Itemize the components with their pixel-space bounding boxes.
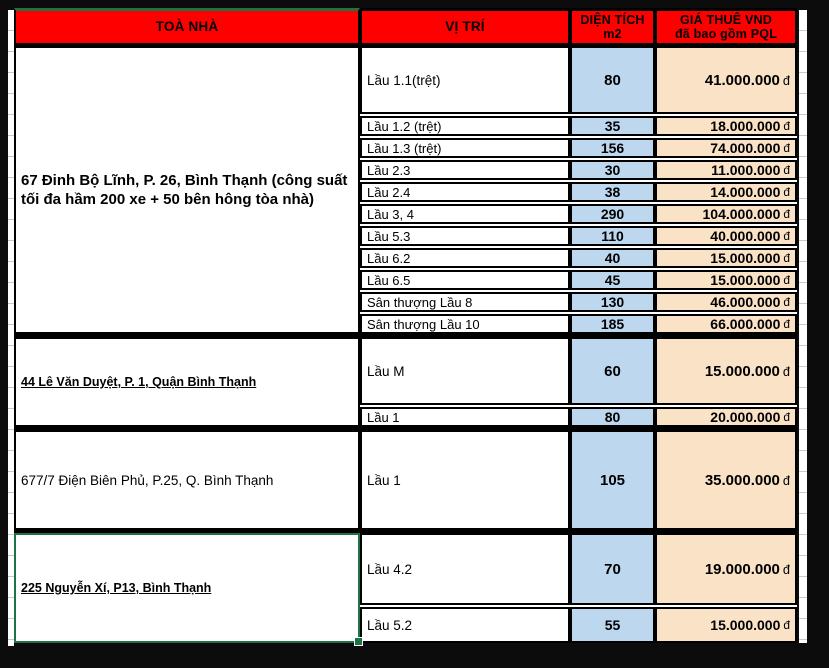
area-cell[interactable]: 110: [570, 226, 655, 246]
area-cell[interactable]: 55: [570, 607, 655, 643]
price-cell[interactable]: [655, 46, 797, 114]
position-cell[interactable]: Lầu 6.5: [360, 270, 570, 290]
header-building-column[interactable]: TOÀ NHÀ: [14, 8, 360, 46]
header-row: [14, 8, 797, 46]
area-cell[interactable]: 40: [570, 248, 655, 268]
price-cell[interactable]: [655, 226, 797, 246]
currency-suffix: đ: [783, 163, 790, 177]
table-row: [360, 46, 797, 114]
price-value: 40.000.000: [710, 228, 781, 244]
position-cell[interactable]: Lầu 1: [360, 430, 570, 530]
currency-suffix: đ: [783, 229, 790, 243]
position-cell[interactable]: Lầu 4.2: [360, 533, 570, 605]
building-name: 67 Đinh Bộ Lĩnh, P. 26, Bình Thạnh (công suất tối đa hầm 200 xe + 50 bên hông tòa nhà): [21, 171, 348, 208]
currency-suffix: đ: [783, 618, 790, 632]
header-area-column[interactable]: [570, 8, 655, 46]
price-value: 74.000.000: [710, 140, 781, 156]
currency-suffix: đ: [782, 72, 790, 88]
selection-fill-handle[interactable]: [354, 637, 363, 646]
price-cell[interactable]: [655, 116, 797, 136]
price-cell[interactable]: [655, 204, 797, 224]
building-cell[interactable]: [14, 533, 360, 643]
table-row: [360, 138, 797, 158]
currency-suffix: đ: [782, 363, 790, 379]
position-cell[interactable]: Lầu 3, 4: [360, 204, 570, 224]
table-row: [360, 204, 797, 224]
table-row: [360, 430, 797, 530]
header-area-line2: m2: [603, 27, 622, 41]
position-cell[interactable]: Lầu 1.2 (trệt): [360, 116, 570, 136]
currency-suffix: đ: [782, 472, 790, 488]
table-row: [360, 292, 797, 312]
area-cell[interactable]: 35: [570, 116, 655, 136]
price-value: 46.000.000: [710, 294, 781, 310]
price-value: 104.000.000: [702, 206, 781, 222]
rows-container: [360, 533, 797, 643]
table-row: [360, 314, 797, 334]
table-row: [360, 407, 797, 427]
price-value: 20.000.000: [710, 409, 781, 425]
currency-suffix: đ: [783, 207, 790, 221]
building-section: [14, 533, 797, 643]
area-cell[interactable]: 156: [570, 138, 655, 158]
position-cell[interactable]: Lầu 1.3 (trệt): [360, 138, 570, 158]
area-cell[interactable]: 70: [570, 533, 655, 605]
table-row: [360, 226, 797, 246]
position-cell[interactable]: Lầu 2.4: [360, 182, 570, 202]
price-cell[interactable]: [655, 248, 797, 268]
building-cell[interactable]: [14, 430, 360, 530]
area-cell[interactable]: 185: [570, 314, 655, 334]
price-cell[interactable]: [655, 430, 797, 530]
position-cell[interactable]: Lầu 5.3: [360, 226, 570, 246]
area-cell[interactable]: 30: [570, 160, 655, 180]
area-cell[interactable]: 45: [570, 270, 655, 290]
table-row: [360, 248, 797, 268]
rows-container: [360, 430, 797, 530]
building-cell[interactable]: [14, 337, 360, 427]
price-cell[interactable]: [655, 314, 797, 334]
position-cell[interactable]: Lầu 1: [360, 407, 570, 427]
building-name: 225 Nguyễn Xí, P13, Bình Thạnh: [21, 581, 212, 595]
building-section: [14, 430, 797, 530]
header-position-column[interactable]: VỊ TRÍ: [360, 8, 570, 46]
price-value: 41.000.000: [704, 71, 780, 89]
building-name: 44 Lê Văn Duyệt, P. 1, Quận Bình Thạnh: [21, 375, 257, 389]
area-cell[interactable]: 80: [570, 46, 655, 114]
position-cell[interactable]: Lầu 5.2: [360, 607, 570, 643]
currency-suffix: đ: [783, 119, 790, 133]
currency-suffix: đ: [783, 273, 790, 287]
price-value: 15.000.000: [710, 250, 781, 266]
table-row: [360, 533, 797, 605]
position-cell[interactable]: Lầu 1.1(trệt): [360, 46, 570, 114]
currency-suffix: đ: [783, 410, 790, 424]
currency-suffix: đ: [783, 251, 790, 265]
table-row: [360, 160, 797, 180]
header-area-line1: DIỆN TÍCH: [580, 12, 645, 27]
price-value: 14.000.000: [710, 184, 781, 200]
price-value: 15.000.000: [704, 362, 780, 380]
table-body: [14, 46, 797, 643]
header-price-column[interactable]: [655, 8, 797, 46]
price-cell[interactable]: [655, 607, 797, 643]
area-cell[interactable]: 80: [570, 407, 655, 427]
position-cell[interactable]: Lầu 6.2: [360, 248, 570, 268]
area-cell[interactable]: 130: [570, 292, 655, 312]
table-row: [360, 337, 797, 405]
price-cell[interactable]: [655, 270, 797, 290]
currency-suffix: đ: [783, 185, 790, 199]
price-cell[interactable]: [655, 533, 797, 605]
price-cell[interactable]: [655, 292, 797, 312]
price-value: 66.000.000: [710, 316, 781, 332]
price-value: 15.000.000: [710, 272, 781, 288]
rows-container: [360, 46, 797, 334]
price-value: 15.000.000: [710, 617, 781, 633]
price-cell[interactable]: [655, 407, 797, 427]
rent-price-table: [14, 8, 797, 643]
table-row: [360, 182, 797, 202]
position-cell[interactable]: Lầu 2.3: [360, 160, 570, 180]
building-section: [14, 337, 797, 427]
excel-grid-sliver-right: [799, 10, 807, 643]
currency-suffix: đ: [783, 317, 790, 331]
rows-container: [360, 337, 797, 427]
table-row: [360, 116, 797, 136]
currency-suffix: đ: [783, 141, 790, 155]
table-row: [360, 607, 797, 643]
header-price-line2: đã bao gồm PQL: [674, 27, 778, 41]
price-value: 11.000.000: [711, 162, 781, 178]
area-cell[interactable]: 38: [570, 182, 655, 202]
price-cell[interactable]: [655, 182, 797, 202]
table-row: [360, 270, 797, 290]
currency-suffix: đ: [782, 561, 790, 577]
building-section: [14, 46, 797, 334]
header-price-line1: GIÁ THUÊ VND: [680, 12, 772, 27]
position-cell[interactable]: Lầu M: [360, 337, 570, 405]
area-cell[interactable]: 290: [570, 204, 655, 224]
building-cell[interactable]: [14, 46, 360, 334]
price-cell[interactable]: [655, 337, 797, 405]
position-cell[interactable]: Sân thượng Lầu 10: [360, 314, 570, 334]
price-cell[interactable]: [655, 138, 797, 158]
price-value: 19.000.000: [704, 560, 780, 578]
building-name: 677/7 Điện Biên Phủ, P.25, Q. Bình Thạnh: [21, 472, 274, 488]
position-cell[interactable]: Sân thượng Lầu 8: [360, 292, 570, 312]
price-value: 18.000.000: [710, 118, 781, 134]
area-cell[interactable]: 60: [570, 337, 655, 405]
price-cell[interactable]: [655, 160, 797, 180]
price-value: 35.000.000: [704, 471, 780, 489]
area-cell[interactable]: 105: [570, 430, 655, 530]
currency-suffix: đ: [783, 295, 790, 309]
